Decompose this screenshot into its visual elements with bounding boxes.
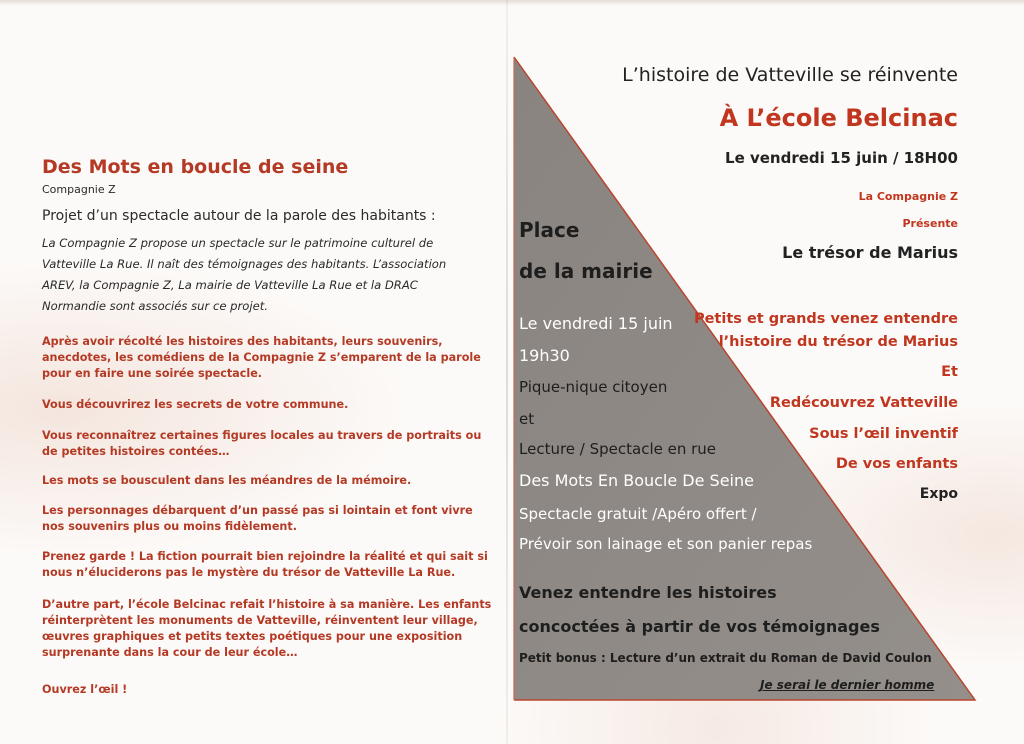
paragraph: Après avoir récolté les histoires des habitants, leurs souvenirs, anecdotes, les comédiens de la Compagnie Z s’emparent de la parole pour en faire une soirée spectacle. (42, 335, 481, 380)
presents-label: Présente (902, 217, 958, 230)
paragraph: Les mots se bousculent dans les méandres de la mémoire. (42, 474, 412, 487)
show-name: Des Mots En Boucle De Seine (519, 471, 754, 490)
paragraph: Prenez garde ! La fiction pourrait bien rejoindre la réalité et qui sait si nous n’éluciderons pas le mystère du trésor de Vatteville La Rue. (42, 550, 488, 579)
right-line: l’histoire du trésor de Marius (718, 334, 958, 350)
triangle-time: 19h30 (519, 346, 570, 365)
school-title: À L’école Belcinac (719, 104, 958, 132)
paragraph: Vous reconnaîtrez certaines figures locales au travers de portraits ou de petites histoires contées… (42, 429, 482, 458)
and-label: et (519, 410, 535, 428)
right-heading: L’histoire de Vatteville se réinvente (622, 64, 958, 86)
show-title: Le trésor de Marius (782, 243, 958, 262)
reading-label: Lecture / Spectacle en rue (519, 440, 717, 458)
come-line-2: concoctées à partir de vos témoignages (519, 617, 880, 636)
picnic-label: Pique-nique citoyen (519, 378, 668, 396)
right-line: Redécouvrez Vatteville (769, 395, 958, 411)
school-date: Le vendredi 15 juin / 18H00 (725, 149, 958, 167)
come-line-1: Venez entendre les histoires (519, 583, 777, 602)
bonus-label: Petit bonus : Lecture d’un extrait du Roman de David Coulon (519, 651, 932, 665)
bring-label: Prévoir son lainage et son panier repas (519, 535, 813, 553)
triangle-date: Le vendredi 15 juin (519, 314, 673, 333)
free-label: Spectacle gratuit /Apéro offert / (519, 505, 757, 523)
paragraph: Les personnages débarquent d’un passé pas si lointain et font vivre nos souvenirs plus ou moins fidèlement. (42, 504, 473, 533)
left-company: Compagnie Z (42, 183, 116, 196)
left-intro: La Compagnie Z propose un spectacle sur le patrimoine culturel de Vatteville La Rue. Il naît des témoignages des habitants. L’association AREV, la Compagnie Z, La mairie de Vatteville La Rue et la DRAC Normandie sont associés sur ce projet. (42, 236, 447, 313)
left-title: Des Mots en boucle de seine (42, 156, 349, 178)
expo-label: Expo (919, 486, 958, 502)
paragraph: D’autre part, l’école Belcinac refait l’histoire à sa manière. Les enfants réinterprètent les monuments de Vatteville, réinventent leur village, œuvres graphiques et petits textes poétiques pour une exposition surprenante dans la cour de leur école… (42, 598, 492, 659)
place-line-1: Place (519, 218, 580, 242)
paragraph: Ouvrez l’œil ! (42, 683, 128, 696)
right-line: Sous l’œil inventif (809, 426, 958, 442)
place-line-2: de la mairie (519, 259, 653, 283)
right-line: Et (941, 364, 958, 380)
right-line: Petits et grands venez entendre (693, 311, 958, 327)
right-line: De vos enfants (835, 456, 958, 472)
company-label: La Compagnie Z (858, 190, 958, 203)
left-project-heading: Projet d’un spectacle autour de la parole des habitants : (42, 208, 436, 224)
book-title: Je serai le dernier homme (760, 678, 935, 692)
paragraph: Vous découvrirez les secrets de votre commune. (42, 398, 349, 411)
